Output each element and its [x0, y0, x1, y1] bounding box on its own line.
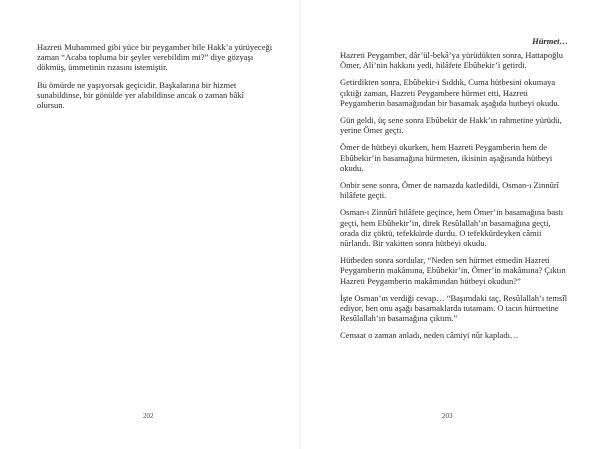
paragraph: Getirdikten sonra, Ebûbekir-i Sıddık, Cuma hütbesini okumaya çıktığı zaman, Hazreti Peygambere hürmet etti, Hazreti Peygamberin basamağından bir basamak aşağıda hutbeyi okudu. [340, 77, 560, 108]
paragraph: Hütbeden sonra sordular, “Neden sen hürmet etmedin Hazreti Peygamberin makâmına, Ebûbekir’in, Ömer’in makâmına? Çıktın Hazreti Peygamberin makâmından hütbeyi okudun?” [340, 255, 566, 286]
paragraph: Cemaat o zaman anladı, neden câmiyi nûr kapladı… [340, 330, 519, 341]
paragraph: Ömer de hütbeyi okurken, hem Hazreti Peygamberin hem de Ebûbekir’in basamağına hürmeten, ikisinin aşağısında hütbeyi okudu. [340, 142, 553, 173]
right-page-text [340, 50, 568, 348]
paragraph: İşte Osman’ın verdiği cevap… “Başımdaki taç, Resûlallah’ı temsîl ediyor, ben onu aşağı basamaklarda tutamam. O tacın hürmetine Resûlallah’ın basamağına çıktım.” [340, 292, 568, 324]
running-head: Hürmet… [532, 36, 568, 46]
paragraph: Hazreti Peygamber, dâr’ül-bekâ’ya yürüdükten sonra, Hattapoğlu Ömer, Ali’nin hakkını yedi, hilâfete Ebûbekir’i getirdi. [340, 50, 564, 71]
paragraph: Onbir sene sonra, Ömer de namazda katledildi, Osman-ı Zinnûrî hilâfete geçti. [340, 180, 560, 201]
paragraph: Gün geldi, üç sene sonra Ebûbekir de Hakk’ın rahmetine yürüdü, yerine Ömer geçti. [340, 115, 562, 136]
paragraph: Hazreti Muhammed gibi yüce bir peygamber bile Hakk’a yürüyeceği zaman “Acaba topluma bir şeyler verebildim mi?” diye gözyaşı dökmüş, ümmetinin rızasını istemiştir. [37, 42, 273, 73]
page-number: 202 [143, 412, 154, 420]
page-number: 203 [442, 412, 453, 420]
paragraph: Osman-ı Zinnûrî hilâfete geçince, hem Ömer’in basamağına bastı geçti, hem Ebûbekir’in, direk Resûlallah’ın basamağına geçti, orada diz çöktü, tefekkürde durdu. O tefekkürdeyken câmii nûrlandı. Bir vakitten sonra hütbeyi okudu. [340, 207, 564, 249]
paragraph: Bu ömürde ne yaşıyorsak geçicidir. Başkalarına bir hizmet sunabildinse, bir gönülde yer alabildinse ancak o zaman bâkî olursun. [37, 79, 245, 111]
